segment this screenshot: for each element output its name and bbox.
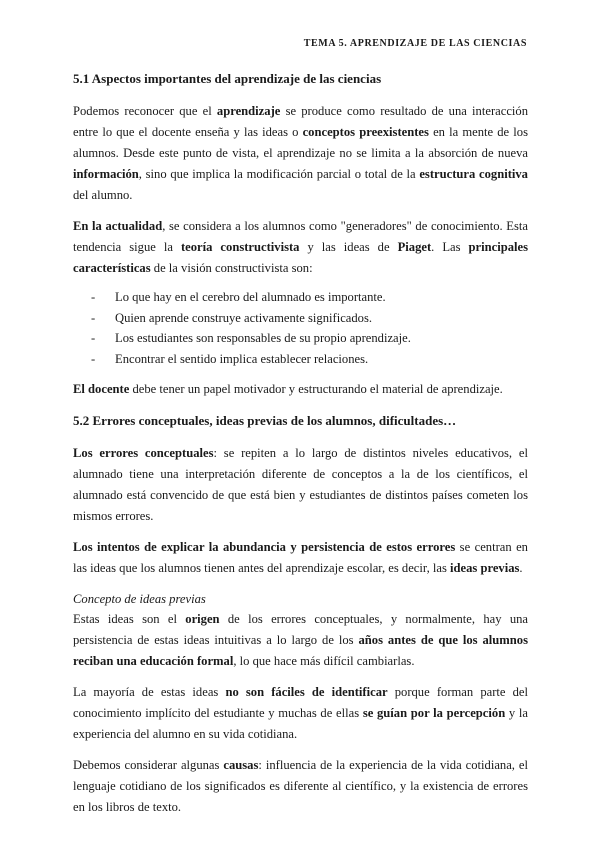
page-header: TEMA 5. APRENDIZAJE DE LAS CIENCIAS: [303, 38, 527, 49]
section-2-paragraph-4: La mayoría de estas ideas no son fáciles de identificar porque forman parte del conocimiento implícito del estudiante y muchas de ellas se guían por la percepción y la experiencia del alumno en su vida cotidiana.: [73, 685, 529, 742]
section-1-paragraph-1: Podemos reconocer que el aprendizaje se produce como resultado de una interacción entre lo que el docente enseña y las ideas o conceptos preexistentes en la mente de los alumnos. Desde este punto de vista, el aprendizaje no se limita a la absorción de nueva información, sino que implica la modificación parcial o total de la estructura cognitiva del alumno.: [73, 104, 528, 202]
section-2-paragraph-3: Estas ideas son el origen de los errores conceptuales, y normalmente, hay una persistencia de estas ideas intuitivas a lo largo de los años antes de que los alumnos reciban una educación formal, lo que hace más difícil cambiarlas.: [73, 612, 529, 669]
section-2-paragraph-1: Los errores conceptuales: se repiten a lo largo de distintos niveles educativos, el alumnado tiene una interpretación diferente de conceptos a la de los científicos, el alumnado está convencido de que está bien y estudiantes de distintos países cometen los mismos errores.: [73, 446, 528, 524]
list-item: - Lo que hay en el cerebro del alumnado es importante.: [91, 287, 528, 308]
section-2-title: 5.2 Errores conceptuales, ideas previas de los alumnos, dificultades…: [73, 413, 457, 429]
section-1-paragraph-3: El docente debe tener un papel motivador y estructurando el material de aprendizaje.: [73, 382, 503, 397]
list-item: - Encontrar el sentido implica establecer relaciones.: [91, 349, 528, 370]
constructivism-list: [73, 287, 528, 369]
list-item: - Quien aprende construye activamente significados.: [91, 308, 528, 329]
section-2-paragraph-5: Debemos considerar algunas causas: influencia de la experiencia de la vida cotidiana, el lenguaje cotidiano de los significados es diferente al científico, y la existencia de errores en los libros de texto.: [73, 758, 528, 815]
section-1-title: 5.1 Aspectos importantes del aprendizaje de las ciencias: [73, 71, 382, 86]
section-1-paragraph-2: En la actualidad, se considera a los alumnos como "generadores" de conocimiento. Esta tendencia sigue la teoría constructivista y las ideas de Piaget. Las principales características de la visión constructivista son:: [73, 219, 528, 275]
section-2-paragraph-2: Los intentos de explicar la abundancia y persistencia de estos errores se centran en las ideas que los alumnos tienen antes del aprendizaje escolar, es decir, las ideas previas.: [73, 540, 528, 576]
list-item: - Los estudiantes son responsables de su propio aprendizaje.: [91, 328, 528, 349]
subheading-ideas-previas: Concepto de ideas previas: [73, 592, 206, 607]
document-body: [73, 68, 528, 828]
